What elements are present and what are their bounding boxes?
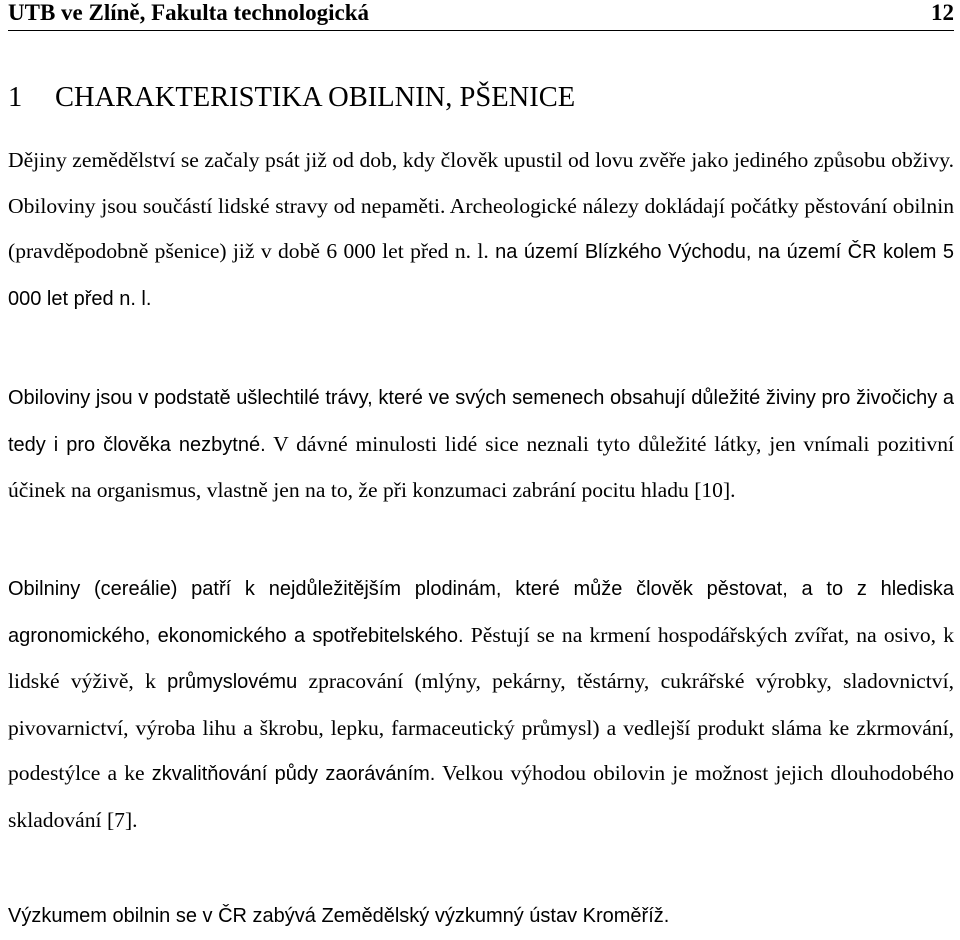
paragraph-4-text-sans: Výzkumem obilnin se v ČR zabývá Zemědělský výzkumný ústav Kroměříž.	[8, 905, 670, 927]
paragraph-2-text-sans: Obiloviny jsou v podstatě ušlechtilé trávy, které ve svých semenech obsahují důležité živiny pro živočichy a tedy i pro člověka nezbytné.	[8, 387, 954, 456]
paragraph-3-text-sans-a: Obilniny (cereálie) patří k nejdůležitějším plodinám, které může člověk pěstovat, a to z hlediska agronomického, ekonomického a spotřebitelského.	[8, 578, 954, 647]
paragraph-4	[8, 893, 954, 940]
paragraph-3	[8, 566, 954, 844]
paragraph-3-text-a: Pěstují se na krmení hospodářských zvířat, na osivo, k lidské výživě, k	[8, 622, 955, 694]
paragraph-3-text-sans-c: zkvalitňování půdy zaoráváním.	[151, 763, 436, 786]
paragraph-3-text-c: Velkou výhodou obilovin je možnost jejich dlouhodobého skladování [7].	[8, 761, 954, 832]
chapter-title: CHARAKTERISTIKA OBILNIN, PŠENICE	[55, 82, 576, 113]
chapter-heading	[8, 81, 575, 115]
header-page-number: 12	[931, 0, 954, 25]
paragraph-3-text-b: zpracování (mlýny, pekárny, těstárny, cukrářské výrobky, sladovnictví, pivovarnictví, výroba lihu a škrobu, lepku, farmaceutický průmysl) a vedlejší produkt sláma ke zkrmování, podestýlce a ke	[8, 669, 954, 786]
document-page	[8, 0, 954, 927]
paragraph-1-text-sans: na území Blízkého Východu, na území ČR kolem 5 000 let před n. l.	[8, 241, 954, 310]
paragraph-3-text-sans-b: průmyslovému	[167, 671, 298, 694]
chapter-number: 1	[8, 82, 23, 113]
paragraph-2-text: V dávné minulosti lidé sice neznali tyto důležité látky, jen vnímali pozitivní účinek na organismus, vlastně jen na to, že při konzumaci zabrání pocitu hladu [10].	[8, 431, 955, 503]
paragraph-1-text: Dějiny zemědělství se začaly psát již od dob, kdy člověk upustil od lovu zvěře jako jediného způsobu obživy. Obiloviny jsou součástí lidské stravy od nepaměti. Archeologické nálezy dokládají počátky pěstování obilnin (pravděpodobně pšenice) již v době 6 000 let před n. l.	[8, 148, 954, 264]
paragraph-2	[8, 375, 954, 514]
header-title: UTB ve Zlíně, Fakulta technologická	[8, 0, 369, 25]
paragraph-1	[8, 138, 954, 322]
page-header	[8, 0, 954, 31]
